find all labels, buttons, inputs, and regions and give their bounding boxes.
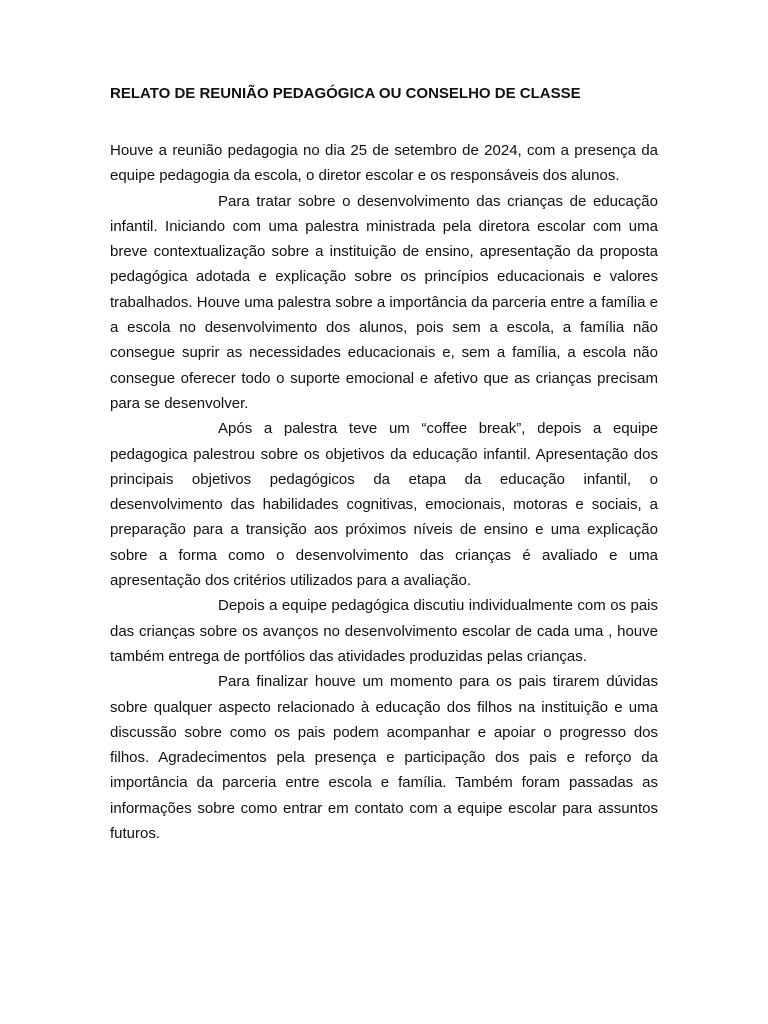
paragraph-2: Para tratar sobre o desenvolvimento das crianças de educação infantil. Iniciando com uma palestra ministrada pela diretora escolar com uma breve contextualização sobre a instituição de ensino, apresentação da proposta pedagógica adotada e explicação sobre os princípios educacionais e valores trabalhados. Houve uma palestra sobre a importância da parceria entre a família e a escola no desenvolvimento dos alunos, pois sem a escola, a família não consegue suprir as necessidades educacionais e, sem a família, a escola não consegue oferecer todo o suporte emocional e afetivo que as crianças precisam para se desenvolver. — [110, 192, 658, 412]
paragraph-5: Para finalizar houve um momento para os pais tirarem dúvidas sobre qualquer aspecto relacionado à educação dos filhos na instituição e uma discussão sobre como os pais podem acompanhar e apoiar o progresso dos filhos. Agradecimentos pela presença e participação dos pais e reforço da importância da parceria entre escola e família. Também foram passadas as informações sobre como entrar em contato com a equipe escolar para assuntos futuros. — [110, 673, 658, 843]
paragraph-1: Houve a reunião pedagogia no dia 25 de setembro de 2024, com a presença da equipe pedagogia da escola, o diretor escolar e os responsáveis dos alunos. — [110, 142, 658, 185]
document-body — [110, 138, 658, 846]
paragraph-3: Após a palestra teve um “coffee break”, depois a equipe pedagogica palestrou sobre os objetivos da educação infantil. Apresentação dos principais objetivos pedagógicos da etapa da educação infantil, o desenvolvimento das habilidades cognitivas, emocionais, motoras e sociais, a preparação para a transição aos próximos níveis de ensino e uma explicação sobre a forma como o desenvolvimento das crianças é avaliado e uma apresentação dos critérios utilizados para a avaliação. — [110, 420, 658, 590]
paragraph-4: Depois a equipe pedagógica discutiu individualmente com os pais das crianças sobre os avanços no desenvolvimento escolar de cada uma , houve também entrega de portfólios das atividades produzidas pelas crianças. — [110, 597, 658, 665]
document-content — [110, 84, 658, 846]
document-title: RELATO DE REUNIÃO PEDAGÓGICA OU CONSELHO DE CLASSE — [110, 85, 581, 102]
